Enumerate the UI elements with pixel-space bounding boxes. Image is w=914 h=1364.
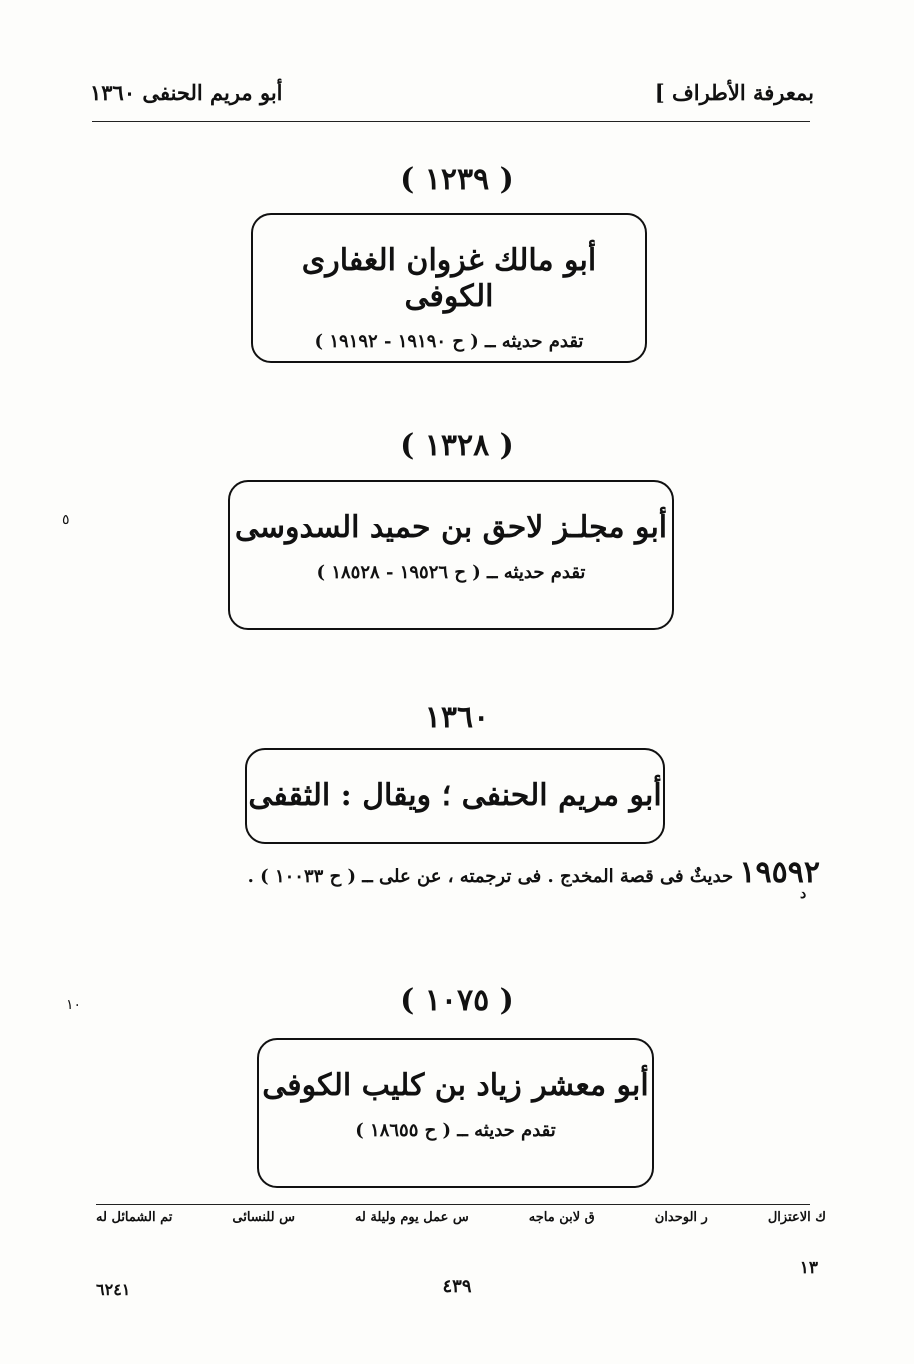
footer-ref: ق لابن ماجه [528,1210,595,1225]
hadith-line [160,855,820,890]
footer-ref: تم الشمائل له [96,1210,173,1225]
hadith-number: ١٩٥٩٢ [739,855,820,890]
entry-note-2: تقدم حديثه ــ ( ح ١٩٥٢٦ - ١٨٥٢٨ ) [316,562,586,583]
entry-name-1: أبو مالك غزوان الغفارى الكوفى [301,243,597,314]
header-divider [92,121,810,122]
footer-divider [96,1204,810,1205]
entry-number-4: ( ١٠٧٥ ) [400,983,514,1018]
entry-note-4: تقدم حديثه ــ ( ح ١٨٦٥٥ ) [355,1120,556,1141]
hadith-text: حديثٌ فى قصة المخدج . فى ترجمته ، عن على ــ ( ح ١٠٠٣٣ ) . [247,866,734,887]
entry-card-1 [251,213,647,363]
entry-card-4 [257,1038,654,1188]
entry-name-3: أبو مريم الحنفى ؛ ويقال : الثقفى [248,778,662,813]
hadith-sub-mark: د [800,886,807,902]
margin-mark-5: ٥ [62,512,70,528]
entry-name-2: أبو مجلـز لاحق بن حميد السدوسى [234,510,668,545]
entry-note-1: تقدم حديثه ــ ( ح ١٩١٩٠ - ١٩١٩٢ ) [314,331,584,352]
margin-mark-10: ١٠ [66,997,82,1013]
running-header-left: أبو مريم الحنفى ١٣٦٠ [90,80,283,105]
footer-ref: ر الوحدان [654,1210,708,1225]
page-code-left: ٦٢٤١ [96,1280,131,1299]
footer-ref: س عمل يوم وليلة له [354,1210,469,1225]
entry-number-3: ١٣٦٠ [424,700,490,735]
running-header-right: بمعرفة الأطراف ] [654,80,814,105]
footer-ref: س للنسائى [232,1210,295,1225]
footer-abbreviations [96,1210,826,1225]
entry-number-2: ( ١٣٢٨ ) [400,428,514,463]
entry-card-3 [245,748,665,844]
entry-name-4: أبو معشر زياد بن كليب الكوفى [262,1068,649,1103]
page-number: ٤٣٩ [442,1276,472,1297]
volume-number: ١٣ [799,1258,818,1278]
entry-number-1: ( ١٢٣٩ ) [400,162,514,197]
entry-card-2 [228,480,674,630]
footer-ref: ك الاعتزال [767,1210,826,1225]
